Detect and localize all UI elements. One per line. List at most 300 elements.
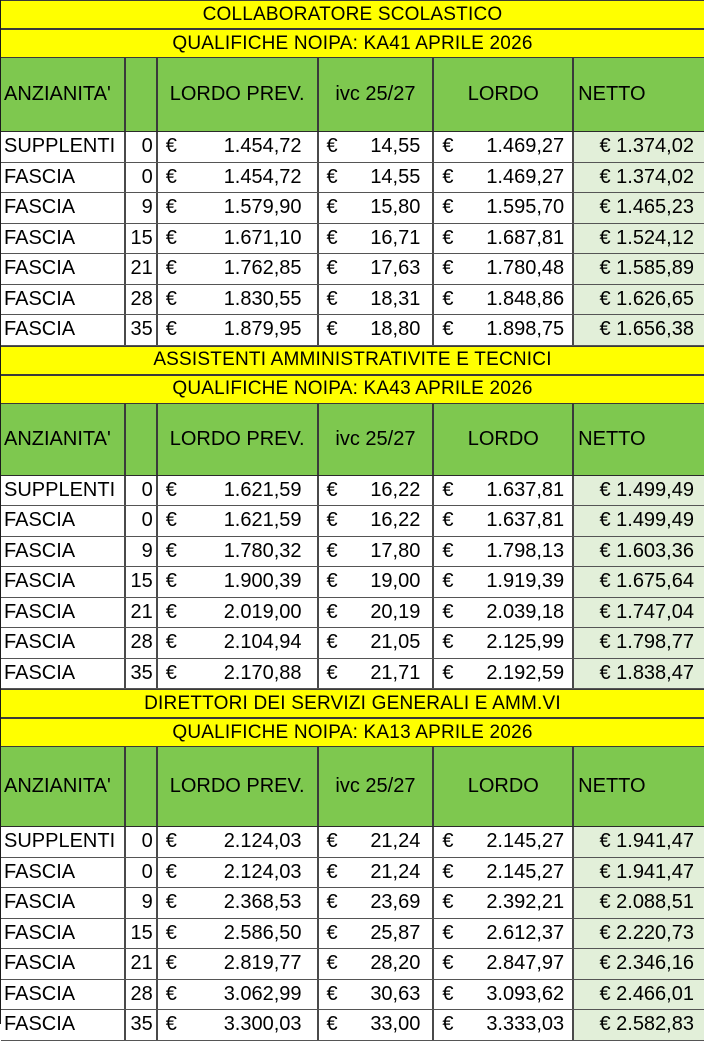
ivc-cell [319, 476, 435, 506]
netto-value: € 1.941,47 [599, 830, 694, 853]
lordo-prev-cell [158, 476, 319, 506]
lordo-cell [434, 537, 574, 567]
currency-symbol: € [326, 196, 338, 219]
lordo-cell [434, 163, 574, 193]
table-row [1, 285, 704, 316]
lordo-value: 1.469,27 [486, 135, 565, 158]
ivc-value: 14,55 [370, 135, 421, 158]
row-label: FASCIA [1, 919, 126, 949]
row-label: FASCIA [1, 1010, 126, 1040]
row-years: 0 [126, 827, 158, 857]
ivc-value: 17,80 [370, 539, 421, 562]
lordo-prev-cell [158, 254, 319, 284]
currency-symbol: € [326, 631, 338, 654]
netto-cell [574, 827, 704, 857]
lordo-prev-cell [158, 659, 319, 689]
header-netto: NETTO [578, 427, 646, 450]
lordo-cell [434, 659, 574, 689]
lordo-cell [434, 949, 574, 979]
currency-symbol: € [326, 891, 338, 914]
netto-value: € 1.374,02 [599, 135, 694, 158]
netto-value: € 1.524,12 [599, 226, 694, 249]
currency-symbol: € [165, 600, 177, 623]
ivc-value: 18,31 [370, 287, 421, 310]
column-header-row [1, 404, 704, 476]
ivc-value: 21,24 [370, 830, 421, 853]
header-lordo-prev: LORDO PREV. [158, 747, 319, 826]
netto-value: € 1.747,04 [599, 600, 694, 623]
netto-cell [574, 1010, 704, 1040]
table-row [1, 506, 704, 537]
netto-cell [574, 628, 704, 658]
currency-symbol: € [326, 478, 338, 501]
netto-cell [574, 315, 704, 345]
row-label: FASCIA [1, 193, 126, 223]
netto-value: € 2.346,16 [599, 952, 694, 975]
netto-value: € 1.499,49 [599, 478, 694, 501]
lordo-prev-value: 2.170,88 [223, 661, 302, 684]
column-header-row [1, 58, 704, 132]
header-anzianita: ANZIANITA' [1, 58, 126, 131]
currency-symbol: € [442, 196, 454, 219]
netto-value: € 1.499,49 [599, 509, 694, 532]
lordo-prev-value: 1.621,59 [223, 478, 302, 501]
ivc-value: 21,05 [370, 631, 421, 654]
currency-symbol: € [326, 570, 338, 593]
netto-value: € 1.656,38 [599, 318, 694, 341]
netto-value: € 1.941,47 [599, 860, 694, 883]
currency-symbol: € [326, 921, 338, 944]
currency-symbol: € [442, 952, 454, 975]
lordo-prev-cell [158, 827, 319, 857]
section-subtitle: QUALIFICHE NOIPA: KA41 APRILE 2026 [1, 29, 704, 58]
lordo-prev-cell [158, 949, 319, 979]
header-lordo-prev: LORDO PREV. [158, 58, 319, 131]
currency-symbol: € [442, 860, 454, 883]
table-row [1, 949, 704, 980]
currency-symbol: € [326, 661, 338, 684]
row-years: 9 [126, 193, 158, 223]
lordo-prev-value: 1.900,39 [223, 570, 302, 593]
row-label: FASCIA [1, 858, 126, 888]
section-title: COLLABORATORE SCOLASTICO [1, 0, 704, 29]
netto-cell [574, 659, 704, 689]
lordo-prev-cell [158, 224, 319, 254]
currency-symbol: € [165, 921, 177, 944]
currency-symbol: € [326, 257, 338, 280]
row-label: FASCIA [1, 598, 126, 628]
lordo-prev-cell [158, 193, 319, 223]
lordo-value: 3.333,03 [486, 1013, 565, 1036]
header-anzianita: ANZIANITA' [1, 747, 126, 826]
lordo-prev-cell [158, 858, 319, 888]
currency-symbol: € [326, 509, 338, 532]
table-row [1, 1010, 704, 1041]
lordo-value: 2.847,97 [486, 952, 565, 975]
currency-symbol: € [165, 891, 177, 914]
table-row [1, 888, 704, 919]
currency-symbol: € [326, 982, 338, 1005]
ivc-value: 28,20 [370, 952, 421, 975]
row-years: 9 [126, 888, 158, 918]
row-years: 0 [126, 506, 158, 536]
currency-symbol: € [165, 570, 177, 593]
lordo-cell [434, 1010, 574, 1040]
lordo-value: 1.919,39 [486, 570, 565, 593]
lordo-cell [434, 888, 574, 918]
ivc-value: 21,24 [370, 860, 421, 883]
netto-cell [574, 537, 704, 567]
currency-symbol: € [165, 478, 177, 501]
lordo-cell [434, 193, 574, 223]
currency-symbol: € [442, 135, 454, 158]
netto-cell [574, 476, 704, 506]
currency-symbol: € [442, 226, 454, 249]
lordo-value: 1.469,27 [486, 165, 565, 188]
table-row [1, 827, 704, 858]
currency-symbol: € [326, 830, 338, 853]
lordo-value: 1.898,75 [486, 318, 565, 341]
netto-value: € 2.088,51 [599, 891, 694, 914]
netto-cell [574, 163, 704, 193]
lordo-value: 2.039,18 [486, 600, 565, 623]
netto-cell [574, 858, 704, 888]
row-label: FASCIA [1, 537, 126, 567]
lordo-value: 1.637,81 [486, 478, 565, 501]
header-ivc: ivc 25/27 [319, 404, 435, 475]
table-row [1, 659, 704, 690]
currency-symbol: € [165, 226, 177, 249]
row-label: SUPPLENTI [1, 476, 126, 506]
lordo-value: 2.125,99 [486, 631, 565, 654]
lordo-cell [434, 476, 574, 506]
netto-value: € 1.585,89 [599, 257, 694, 280]
currency-symbol: € [326, 600, 338, 623]
lordo-value: 2.145,27 [486, 830, 565, 853]
row-label: SUPPLENTI [1, 132, 126, 162]
currency-symbol: € [165, 539, 177, 562]
currency-symbol: € [165, 318, 177, 341]
header-years [126, 404, 158, 475]
currency-symbol: € [165, 165, 177, 188]
row-years: 35 [126, 315, 158, 345]
lordo-prev-cell [158, 598, 319, 628]
currency-symbol: € [326, 539, 338, 562]
lordo-value: 1.595,70 [486, 196, 565, 219]
ivc-value: 21,71 [370, 661, 421, 684]
netto-cell [574, 980, 704, 1010]
lordo-prev-cell [158, 163, 319, 193]
currency-symbol: € [165, 135, 177, 158]
lordo-prev-value: 1.671,10 [223, 226, 302, 249]
lordo-prev-value: 3.300,03 [223, 1013, 302, 1036]
ivc-value: 19,00 [370, 570, 421, 593]
lordo-value: 3.093,62 [486, 982, 565, 1005]
lordo-cell [434, 285, 574, 315]
ivc-value: 15,80 [370, 196, 421, 219]
row-years: 28 [126, 980, 158, 1010]
netto-cell [574, 193, 704, 223]
section-subtitle: QUALIFICHE NOIPA: KA43 APRILE 2026 [1, 375, 704, 404]
lordo-prev-value: 2.104,94 [223, 631, 302, 654]
currency-symbol: € [165, 982, 177, 1005]
currency-symbol: € [442, 830, 454, 853]
lordo-prev-value: 1.879,95 [223, 318, 302, 341]
table-row [1, 132, 704, 163]
lordo-value: 2.145,27 [486, 860, 565, 883]
netto-value: € 2.466,01 [599, 982, 694, 1005]
header-anzianita: ANZIANITA' [1, 404, 126, 475]
lordo-cell [434, 506, 574, 536]
ivc-cell [319, 598, 435, 628]
ivc-cell [319, 659, 435, 689]
header-lordo: LORDO [434, 58, 574, 131]
ivc-value: 18,80 [370, 318, 421, 341]
table-row [1, 315, 704, 346]
lordo-cell [434, 598, 574, 628]
ivc-value: 16,71 [370, 226, 421, 249]
netto-cell [574, 567, 704, 597]
lordo-prev-cell [158, 980, 319, 1010]
row-years: 28 [126, 285, 158, 315]
currency-symbol: € [326, 135, 338, 158]
ivc-cell [319, 888, 435, 918]
lordo-prev-cell [158, 315, 319, 345]
column-header-row [1, 747, 704, 827]
row-years: 21 [126, 598, 158, 628]
section-2 [1, 346, 704, 690]
row-label: FASCIA [1, 315, 126, 345]
row-years: 0 [126, 132, 158, 162]
currency-symbol: € [165, 196, 177, 219]
lordo-value: 1.687,81 [486, 226, 565, 249]
ivc-cell [319, 827, 435, 857]
netto-cell [574, 285, 704, 315]
currency-symbol: € [442, 570, 454, 593]
currency-symbol: € [326, 860, 338, 883]
header-lordo-prev: LORDO PREV. [158, 404, 319, 475]
lordo-cell [434, 224, 574, 254]
header-lordo: LORDO [434, 747, 574, 826]
ivc-cell [319, 1010, 435, 1040]
currency-symbol: € [442, 600, 454, 623]
ivc-value: 33,00 [370, 1013, 421, 1036]
netto-value: € 1.603,36 [599, 539, 694, 562]
ivc-cell [319, 224, 435, 254]
currency-symbol: € [442, 318, 454, 341]
section-subtitle: QUALIFICHE NOIPA: KA13 APRILE 2026 [1, 718, 704, 747]
ivc-cell [319, 193, 435, 223]
netto-cell [574, 254, 704, 284]
lordo-prev-cell [158, 628, 319, 658]
row-years: 9 [126, 537, 158, 567]
lordo-prev-value: 1.621,59 [223, 509, 302, 532]
section-title: ASSISTENTI AMMINISTRATIVITE E TECNICI [1, 346, 704, 375]
currency-symbol: € [165, 257, 177, 280]
currency-symbol: € [442, 165, 454, 188]
row-years: 35 [126, 1010, 158, 1040]
lordo-prev-value: 1.579,90 [223, 196, 302, 219]
ivc-cell [319, 163, 435, 193]
table-row [1, 163, 704, 194]
netto-value: € 1.798,77 [599, 631, 694, 654]
ivc-cell [319, 132, 435, 162]
lordo-cell [434, 827, 574, 857]
netto-value: € 2.220,73 [599, 921, 694, 944]
currency-symbol: € [442, 509, 454, 532]
row-years: 0 [126, 163, 158, 193]
lordo-prev-value: 1.454,72 [223, 165, 302, 188]
lordo-cell [434, 919, 574, 949]
currency-symbol: € [442, 891, 454, 914]
ivc-cell [319, 858, 435, 888]
section-title: DIRETTORI DEI SERVIZI GENERALI E AMM.VI [1, 689, 704, 718]
row-years: 35 [126, 659, 158, 689]
lordo-prev-cell [158, 506, 319, 536]
row-years: 0 [126, 476, 158, 506]
table-row [1, 598, 704, 629]
lordo-value: 1.848,86 [486, 287, 565, 310]
currency-symbol: € [442, 287, 454, 310]
ivc-cell [319, 506, 435, 536]
table-row [1, 224, 704, 255]
table-row [1, 567, 704, 598]
table-row [1, 193, 704, 224]
row-label: FASCIA [1, 888, 126, 918]
row-label: FASCIA [1, 506, 126, 536]
lordo-prev-cell [158, 567, 319, 597]
row-years: 21 [126, 254, 158, 284]
lordo-cell [434, 567, 574, 597]
section-3 [1, 689, 704, 1041]
ivc-value: 30,63 [370, 982, 421, 1005]
row-label: FASCIA [1, 254, 126, 284]
currency-symbol: € [442, 257, 454, 280]
currency-symbol: € [165, 287, 177, 310]
ivc-cell [319, 949, 435, 979]
lordo-value: 1.798,13 [486, 539, 565, 562]
currency-symbol: € [442, 1013, 454, 1036]
netto-cell [574, 598, 704, 628]
ivc-value: 16,22 [370, 509, 421, 532]
row-label: FASCIA [1, 224, 126, 254]
netto-value: € 2.582,83 [599, 1013, 694, 1036]
currency-symbol: € [442, 982, 454, 1005]
netto-value: € 1.626,65 [599, 287, 694, 310]
lordo-cell [434, 315, 574, 345]
lordo-prev-cell [158, 537, 319, 567]
row-label: FASCIA [1, 949, 126, 979]
netto-value: € 1.838,47 [599, 661, 694, 684]
lordo-value: 2.192,59 [486, 661, 565, 684]
ivc-value: 16,22 [370, 478, 421, 501]
netto-cell [574, 919, 704, 949]
header-ivc: ivc 25/27 [319, 747, 435, 826]
lordo-value: 2.392,21 [486, 891, 565, 914]
table-row [1, 254, 704, 285]
row-label: FASCIA [1, 628, 126, 658]
row-years: 28 [126, 628, 158, 658]
netto-value: € 1.465,23 [599, 196, 694, 219]
lordo-value: 1.637,81 [486, 509, 565, 532]
lordo-prev-value: 1.780,32 [223, 539, 302, 562]
row-label: FASCIA [1, 163, 126, 193]
ivc-value: 20,19 [370, 600, 421, 623]
currency-symbol: € [442, 921, 454, 944]
netto-value: € 1.675,64 [599, 570, 694, 593]
header-years [126, 747, 158, 826]
header-years [126, 58, 158, 131]
netto-cell [574, 949, 704, 979]
lordo-cell [434, 132, 574, 162]
lordo-prev-cell [158, 888, 319, 918]
header-ivc: ivc 25/27 [319, 58, 435, 131]
ivc-cell [319, 254, 435, 284]
lordo-prev-cell [158, 919, 319, 949]
netto-cell [574, 132, 704, 162]
table-row [1, 919, 704, 950]
currency-symbol: € [326, 952, 338, 975]
currency-symbol: € [165, 631, 177, 654]
netto-value: € 1.374,02 [599, 165, 694, 188]
ivc-cell [319, 628, 435, 658]
lordo-prev-value: 2.819,77 [223, 952, 302, 975]
header-lordo: LORDO [434, 404, 574, 475]
ivc-cell [319, 315, 435, 345]
row-years: 15 [126, 919, 158, 949]
ivc-cell [319, 919, 435, 949]
row-years: 15 [126, 567, 158, 597]
row-years: 15 [126, 224, 158, 254]
lordo-prev-cell [158, 285, 319, 315]
ivc-value: 25,87 [370, 921, 421, 944]
currency-symbol: € [326, 1013, 338, 1036]
table-row [1, 476, 704, 507]
ivc-value: 23,69 [370, 891, 421, 914]
netto-cell [574, 224, 704, 254]
ivc-cell [319, 567, 435, 597]
section-1 [1, 0, 704, 346]
lordo-prev-value: 1.762,85 [223, 257, 302, 280]
header-netto: NETTO [578, 83, 646, 105]
ivc-cell [319, 980, 435, 1010]
ivc-value: 17,63 [370, 257, 421, 280]
table-row [1, 537, 704, 568]
currency-symbol: € [326, 287, 338, 310]
lordo-prev-value: 1.454,72 [223, 135, 302, 158]
currency-symbol: € [442, 631, 454, 654]
lordo-prev-value: 3.062,99 [223, 982, 302, 1005]
lordo-cell [434, 254, 574, 284]
lordo-cell [434, 858, 574, 888]
netto-cell [574, 506, 704, 536]
currency-symbol: € [165, 509, 177, 532]
table-row [1, 980, 704, 1011]
lordo-cell [434, 628, 574, 658]
table-row [1, 858, 704, 889]
lordo-prev-value: 2.586,50 [223, 921, 302, 944]
lordo-prev-value: 1.830,55 [223, 287, 302, 310]
table-row [1, 628, 704, 659]
lordo-prev-cell [158, 1010, 319, 1040]
currency-symbol: € [165, 860, 177, 883]
row-label: FASCIA [1, 659, 126, 689]
currency-symbol: € [165, 830, 177, 853]
currency-symbol: € [326, 318, 338, 341]
currency-symbol: € [326, 226, 338, 249]
row-label: SUPPLENTI [1, 827, 126, 857]
currency-symbol: € [326, 165, 338, 188]
